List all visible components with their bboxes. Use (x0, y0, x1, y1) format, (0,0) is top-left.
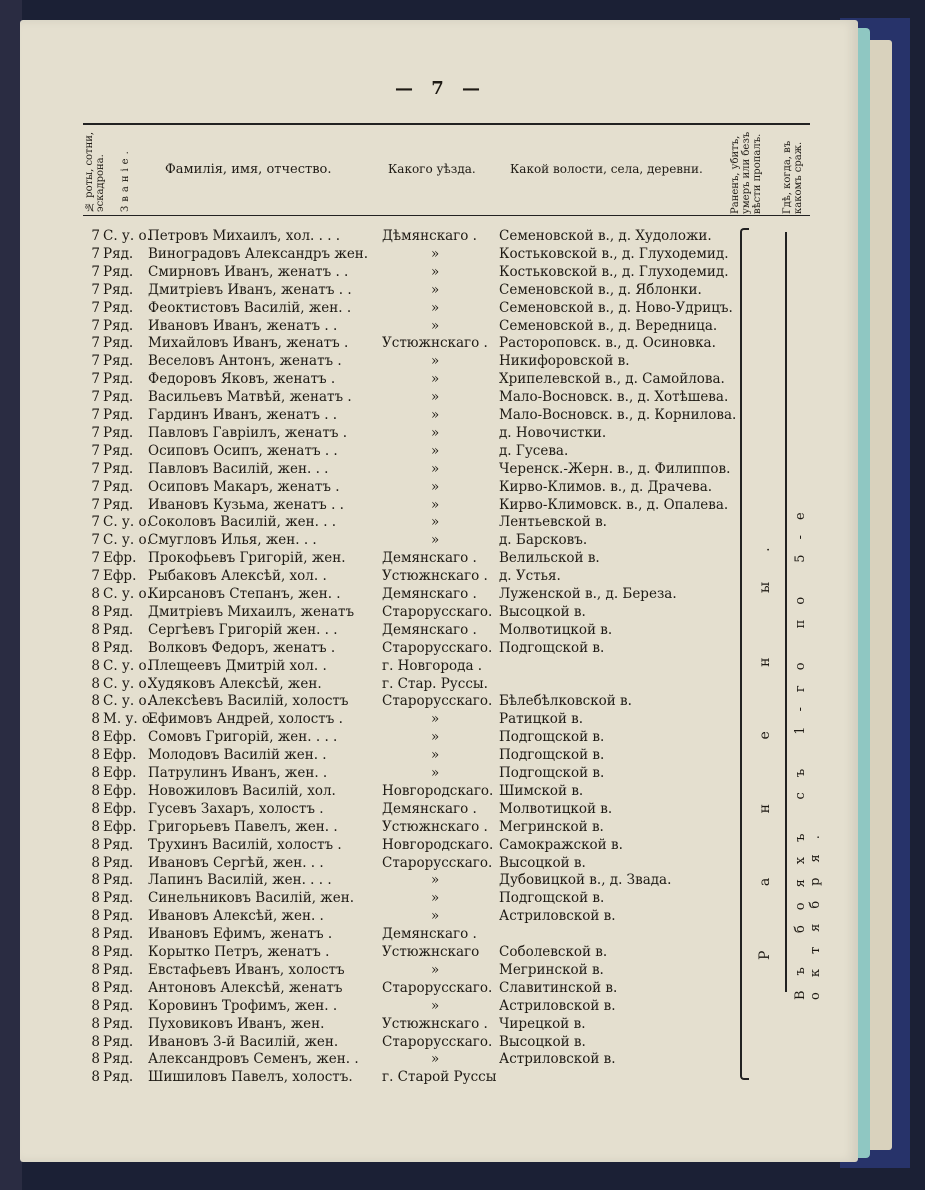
table-row (86, 782, 746, 800)
table-row (86, 370, 746, 388)
uezd: Демянскаго . (382, 926, 477, 943)
uezd: » (431, 460, 440, 477)
volost: д. Устья. (499, 568, 561, 585)
company-number: 7 (91, 335, 100, 352)
full-name: Прокофьевъ Григорій, жен. (148, 550, 346, 567)
volost: Соболевской в. (499, 944, 608, 960)
volost: Чирецкой в. (499, 1015, 586, 1032)
volost: Мегринской в. (499, 961, 604, 978)
company-number: 8 (91, 926, 100, 943)
rank: Ряд. (103, 997, 134, 1014)
volost: Кирво-Климовск. в., д. Опалева. (499, 496, 729, 513)
company-number: 8 (91, 836, 100, 853)
company-number: 8 (91, 890, 100, 907)
table-row (86, 818, 746, 836)
volost: Ратицкой в. (499, 711, 584, 728)
uezd: Демянскаго . (382, 550, 477, 567)
uezd: Новгородскаго. (382, 836, 494, 853)
volost: Подгощской в. (499, 639, 605, 656)
rank: Ряд. (103, 281, 134, 298)
table-row (86, 907, 746, 925)
uezd: Демянскаго . (382, 586, 477, 602)
volost: Черенск.-Жерн. в., д. Филиппов. (499, 460, 731, 477)
volost: д. Барсковъ. (499, 532, 588, 549)
full-name: Новожиловъ Василій, хол. (148, 782, 336, 799)
full-name: Евстафьевъ Иванъ, холостъ (148, 961, 345, 978)
uezd: Устюжнскаго . (382, 568, 488, 585)
full-name: Молодовъ Василій жен. . (148, 747, 327, 764)
full-name: Шишиловъ Павелъ, холостъ. (148, 1069, 353, 1086)
company-number: 7 (91, 496, 100, 513)
table-row (86, 424, 746, 442)
volost: Астриловской в. (499, 997, 616, 1014)
volost: Молвотицкой в. (499, 621, 613, 638)
uezd: г. Новгорода . (382, 657, 483, 674)
table-row (86, 478, 746, 496)
table-row (86, 728, 746, 746)
uezd: » (431, 442, 440, 459)
full-name: Алексѣевъ Василій, холостъ (148, 693, 349, 710)
full-name: Ивановъ Кузьма, женатъ . . (148, 496, 344, 513)
company-number: 8 (91, 818, 100, 835)
uezd: Устюжнскаго . (382, 1015, 488, 1032)
volost: Бѣлебѣлковской в. (499, 693, 632, 710)
table-row (86, 317, 746, 335)
volost: Подгощской в. (499, 765, 605, 781)
volost: Мало-Восновск. в., д. Корнилова. (499, 407, 737, 423)
full-name: Феоктистовъ Василій, жен. . (148, 299, 352, 316)
header-rank: Званiе. (120, 147, 131, 212)
volost: Семеновской в., д. Яблонки. (499, 281, 702, 298)
table-row (86, 352, 746, 370)
company-number: 8 (91, 729, 100, 746)
table-row (86, 961, 746, 979)
volost: Лентьевской в. (499, 514, 607, 531)
uezd: » (431, 908, 440, 925)
uezd: Дѣмянскаго . (382, 228, 477, 244)
full-name: Патрулинъ Иванъ, жен. . (148, 765, 328, 781)
company-number: 7 (91, 424, 100, 441)
table-row (86, 1050, 746, 1068)
table-row (86, 997, 746, 1015)
rank: Ряд. (103, 944, 134, 960)
full-name: Лапинъ Василій, жен. . . . (148, 872, 332, 889)
battle-value: Въ бояхъ съ 1-го по 5-е октября. (793, 497, 823, 1000)
rank: Ряд. (103, 371, 134, 388)
volost: Растороповск. в., д. Осиновка. (499, 335, 716, 352)
rank: Ряд. (103, 836, 134, 853)
uezd: г. Стар. Руссы. (382, 675, 488, 692)
uezd: » (431, 407, 440, 423)
rank: Ряд. (103, 389, 134, 406)
full-name: Соколовъ Василій, жен. . . (148, 514, 337, 531)
company-number: 8 (91, 1069, 100, 1086)
uezd: » (431, 711, 440, 728)
company-number: 8 (91, 657, 100, 674)
company-number: 8 (91, 908, 100, 925)
uezd: Устюжнскаго (382, 944, 480, 960)
company-number: 8 (91, 1033, 100, 1050)
volost: Мало-Восновск. в., д. Хотѣшева. (499, 389, 729, 406)
volost: Высоцкой в. (499, 1033, 586, 1050)
table-row (86, 549, 746, 567)
company-number: 8 (91, 854, 100, 871)
company-number: 7 (91, 407, 100, 423)
full-name: Дмитріевъ Михаилъ, женатъ (148, 603, 355, 620)
table-row (86, 675, 746, 693)
status-bracket (740, 228, 749, 1080)
company-number: 8 (91, 693, 100, 710)
uezd: » (431, 747, 440, 764)
volost: Подгощской в. (499, 747, 605, 764)
volost: Кирво-Климов. в., д. Драчева. (499, 478, 713, 495)
full-name: Михайловъ Иванъ, женатъ . (148, 335, 349, 352)
uezd: Старорусскаго. (382, 979, 493, 996)
volost: Астриловской в. (499, 908, 616, 925)
company-number: 8 (91, 603, 100, 620)
company-number: 8 (91, 961, 100, 978)
table-row (86, 442, 746, 460)
uezd: Новгородскаго. (382, 782, 494, 799)
table-row (86, 531, 746, 549)
full-name: Ивановъ Сергѣй, жен. . . (148, 854, 324, 871)
full-name: Ивановъ Ефимъ, женатъ . (148, 926, 333, 943)
page-number: — 7 — (395, 78, 487, 99)
company-number: 8 (91, 747, 100, 764)
table-row (86, 854, 746, 872)
rank: Ряд. (103, 854, 134, 871)
company-number: 7 (91, 245, 100, 262)
uezd: Старорусскаго. (382, 693, 493, 710)
rank: Ряд. (103, 1069, 134, 1086)
table-row (86, 496, 746, 514)
table-row (86, 871, 746, 889)
full-name: Петровъ Михаилъ, хол. . . . (148, 228, 341, 244)
table-row (86, 263, 746, 281)
table-row (86, 299, 746, 317)
rank: С. у. о. (103, 228, 151, 244)
header-when: Гдѣ, когда, въ какомъ сраж. (782, 140, 804, 214)
table-row (86, 245, 746, 263)
uezd: » (431, 532, 440, 549)
volost: Самокражской в. (499, 836, 623, 853)
table-row (86, 388, 746, 406)
full-name: Кирсановъ Степанъ, жен. . (148, 586, 341, 602)
company-number: 7 (91, 514, 100, 531)
full-name: Васильевъ Матвѣй, женатъ . (148, 389, 352, 406)
full-name: Смугловъ Илья, жен. . . (148, 532, 317, 549)
rank: Ряд. (103, 478, 134, 495)
header-status: Раненъ, убитъ, умеръ или безъ вѣсти пропалъ. (730, 131, 763, 214)
uezd: Демянскаго . (382, 621, 477, 638)
table-row (86, 979, 746, 997)
full-name: Виноградовъ Александръ жен. (148, 245, 369, 262)
uezd: Устюжнскаго . (382, 818, 488, 835)
full-name: Павловъ Гавріилъ, женатъ . (148, 424, 347, 441)
uezd: » (431, 317, 440, 334)
volost: Подгощской в. (499, 729, 605, 746)
table-row (86, 406, 746, 424)
status-value: Р а н е н ы. (757, 517, 773, 960)
uezd: Старорусскаго. (382, 603, 493, 620)
full-name: Волковъ Федоръ, женатъ . (148, 639, 336, 656)
header-uezd: Какого уѣзда. (388, 162, 476, 176)
company-number: 7 (91, 281, 100, 298)
company-number: 7 (91, 532, 100, 549)
table-row (86, 513, 746, 531)
uezd: Устюжнскаго . (382, 335, 488, 352)
battle-bracket (785, 232, 787, 992)
company-number: 8 (91, 872, 100, 889)
table-row (86, 227, 746, 245)
rank: Ряд. (103, 961, 134, 978)
rank: С. у. о. (103, 675, 151, 692)
full-name: Сергѣевъ Григорій жен. . . (148, 621, 338, 638)
header-volost: Какой волости, села, деревни. (510, 162, 703, 176)
company-number: 7 (91, 550, 100, 567)
full-name: Веселовъ Антонъ, женатъ . (148, 353, 342, 370)
full-name: Рыбаковъ Алексѣй, хол. . (148, 568, 327, 585)
volost: Хрипелевской в., д. Самойлова. (499, 371, 725, 388)
full-name: Трухинъ Василій, холостъ . (148, 836, 342, 853)
uezd: » (431, 1051, 440, 1068)
uezd: » (431, 765, 440, 781)
uezd: » (431, 890, 440, 907)
rank: Ефр. (103, 729, 137, 746)
volost: Семеновской в., д. Вередница. (499, 317, 718, 334)
table-row (86, 925, 746, 943)
company-number: 7 (91, 568, 100, 585)
rank: Ряд. (103, 1051, 134, 1068)
volost: Дубовицкой в., д. Звада. (499, 872, 672, 889)
rank: Ряд. (103, 245, 134, 262)
full-name: Ивановъ Иванъ, женатъ . . (148, 317, 338, 334)
table-row (86, 710, 746, 728)
full-name: Антоновъ Алексѣй, женатъ (148, 979, 343, 996)
volost: д. Новочистки. (499, 424, 607, 441)
volost: Высоцкой в. (499, 603, 586, 620)
rank: Ряд. (103, 1015, 134, 1032)
full-name: Александровъ Семенъ, жен. . (148, 1051, 359, 1068)
rank: С. у. о. (103, 514, 151, 531)
rank: М. у. о. (103, 711, 155, 728)
volost: Семеновской в., д. Ново-Удрицъ. (499, 299, 733, 316)
table-row (86, 567, 746, 585)
volost: Костьковской в., д. Глуходемид. (499, 245, 729, 262)
company-number: 8 (91, 711, 100, 728)
book-cover-left (0, 0, 22, 1190)
uezd: » (431, 263, 440, 280)
rank: Ряд. (103, 353, 134, 370)
rank: Ряд. (103, 407, 134, 423)
rank: Ряд. (103, 263, 134, 280)
uezd: » (431, 997, 440, 1014)
uezd: » (431, 514, 440, 531)
full-name: Осиповъ Макаръ, женатъ . (148, 478, 340, 495)
uezd: Старорусскаго. (382, 854, 493, 871)
volost: Мегринской в. (499, 818, 604, 835)
table-row (86, 1068, 746, 1086)
uezd: » (431, 353, 440, 370)
rank: Ефр. (103, 818, 137, 835)
table-row (86, 764, 746, 782)
company-number: 7 (91, 263, 100, 280)
company-number: 7 (91, 228, 100, 244)
full-name: Ивановъ Алексѣй, жен. . (148, 908, 324, 925)
full-name: Ивановъ 3-й Василій, жен. (148, 1033, 339, 1050)
rank: Ефр. (103, 800, 137, 817)
rank: Ряд. (103, 335, 134, 352)
table-row (86, 334, 746, 352)
rank: Ряд. (103, 317, 134, 334)
table-row (86, 800, 746, 818)
header-name: Фамилія, имя, отчество. (165, 162, 332, 177)
rank: С. у. о. (103, 693, 151, 710)
rank: Ряд. (103, 979, 134, 996)
company-number: 8 (91, 1015, 100, 1032)
uezd: Старорусскаго. (382, 1033, 493, 1050)
volost: Шимской в. (499, 782, 584, 799)
table-row (86, 836, 746, 854)
company-number: 7 (91, 442, 100, 459)
uezd: » (431, 371, 440, 388)
rank: Ефр. (103, 782, 137, 799)
full-name: Дмитріевъ Иванъ, женатъ . . (148, 281, 352, 298)
table-row (86, 585, 746, 603)
volost: Астриловской в. (499, 1051, 616, 1068)
company-number: 8 (91, 586, 100, 602)
full-name: Григорьевъ Павелъ, жен. . (148, 818, 338, 835)
full-name: Худяковъ Алексѣй, жен. (148, 675, 322, 692)
company-number: 8 (91, 675, 100, 692)
rank: Ефр. (103, 765, 137, 781)
header-company: № роты, сотни, эскадрона. (84, 131, 106, 212)
uezd: г. Старой Руссы (382, 1069, 497, 1086)
volost: д. Гусева. (499, 442, 569, 459)
uezd: » (431, 496, 440, 513)
table-row (86, 889, 746, 907)
volost: Высоцкой в. (499, 854, 586, 871)
rank: Ефр. (103, 747, 137, 764)
uezd: » (431, 478, 440, 495)
rank: Ряд. (103, 908, 134, 925)
rank: Ефр. (103, 568, 137, 585)
full-name: Гусевъ Захаръ, холостъ . (148, 800, 324, 817)
uezd: » (431, 961, 440, 978)
uezd: » (431, 281, 440, 298)
table-row (86, 1033, 746, 1051)
rank: Ряд. (103, 621, 134, 638)
volost: Семеновской в., д. Худоложи. (499, 228, 712, 244)
full-name: Ефимовъ Андрей, холостъ . (148, 711, 343, 728)
full-name: Федоровъ Яковъ, женатъ . (148, 371, 336, 388)
company-number: 8 (91, 800, 100, 817)
rank: Ряд. (103, 424, 134, 441)
rank: Ряд. (103, 890, 134, 907)
uezd: Демянскаго . (382, 800, 477, 817)
table-row (86, 746, 746, 764)
company-number: 8 (91, 1051, 100, 1068)
uezd: » (431, 872, 440, 889)
header-top-rule (83, 123, 810, 125)
company-number: 7 (91, 299, 100, 316)
company-number: 8 (91, 979, 100, 996)
volost: Костьковской в., д. Глуходемид. (499, 263, 729, 280)
table-row (86, 621, 746, 639)
company-number: 7 (91, 353, 100, 370)
rank: С. у. о. (103, 532, 151, 549)
uezd: » (431, 245, 440, 262)
rank: Ряд. (103, 299, 134, 316)
rank: Ряд. (103, 603, 134, 620)
volost: Луженской в., д. Береза. (499, 586, 677, 602)
company-number: 8 (91, 997, 100, 1014)
table-row (86, 281, 746, 299)
uezd: Старорусскаго. (382, 639, 493, 656)
company-number: 8 (91, 944, 100, 960)
uezd: » (431, 729, 440, 746)
table-row (86, 692, 746, 710)
full-name: Пуховиковъ Иванъ, жен. (148, 1015, 325, 1032)
table-row (86, 460, 746, 478)
volost: Славитинской в. (499, 979, 618, 996)
rank: Ряд. (103, 1033, 134, 1050)
company-number: 7 (91, 460, 100, 477)
full-name: Павловъ Василій, жен. . . (148, 460, 329, 477)
table-row (86, 1015, 746, 1033)
full-name: Корытко Петръ, женатъ . (148, 944, 330, 960)
table-row (86, 943, 746, 961)
company-number: 7 (91, 371, 100, 388)
full-name: Коровинъ Трофимъ, жен. . (148, 997, 338, 1014)
company-number: 7 (91, 389, 100, 406)
rank: Ряд. (103, 639, 134, 656)
header-bottom-rule (83, 215, 810, 216)
rank: С. у. о. (103, 586, 151, 602)
rank: Ряд. (103, 926, 134, 943)
table-row (86, 639, 746, 657)
company-number: 8 (91, 639, 100, 656)
company-number: 8 (91, 621, 100, 638)
rank: Ряд. (103, 442, 134, 459)
volost: Велильской в. (499, 550, 600, 567)
company-number: 7 (91, 317, 100, 334)
company-number: 7 (91, 478, 100, 495)
full-name: Гардинъ Иванъ, женатъ . . (148, 407, 338, 423)
volost: Подгощской в. (499, 890, 605, 907)
rank: Ряд. (103, 496, 134, 513)
full-name: Осиповъ Осипъ, женатъ . . (148, 442, 338, 459)
uezd: » (431, 424, 440, 441)
rank: Ефр. (103, 550, 137, 567)
company-number: 8 (91, 782, 100, 799)
table-row (86, 603, 746, 621)
rank: Ряд. (103, 460, 134, 477)
uezd: » (431, 389, 440, 406)
full-name: Сомовъ Григорій, жен. . . . (148, 729, 338, 746)
rank: С. у. о. (103, 657, 151, 674)
volost: Никифоровской в. (499, 353, 630, 370)
rank: Ряд. (103, 872, 134, 889)
company-number: 8 (91, 765, 100, 781)
volost: Молвотицкой в. (499, 800, 613, 817)
full-name: Смирновъ Иванъ, женатъ . . (148, 263, 349, 280)
full-name: Синельниковъ Василій, жен. (148, 890, 354, 907)
uezd: » (431, 299, 440, 316)
full-name: Плещеевъ Дмитрій хол. . (148, 657, 327, 674)
table-row (86, 657, 746, 675)
